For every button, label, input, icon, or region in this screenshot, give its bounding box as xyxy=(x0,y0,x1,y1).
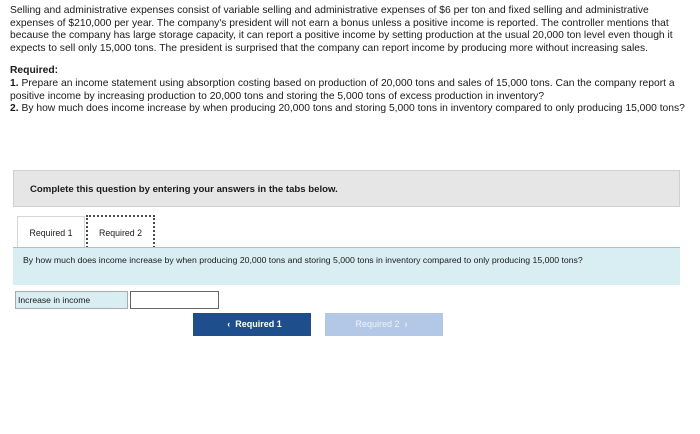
requirement-1 xyxy=(10,78,690,103)
next-required-2-button[interactable] xyxy=(325,313,443,336)
problem-intro: Selling and administrative expenses consist of variable selling and administrative expenses of $6 per ton and fixed selling and administrative expenses of $210,000 per year. The company's president will not earn a bonus unless a positive income is reported. The controller mentions that because the company has large storage capacity, it can report a positive income by setting production at the usual 20,000 ton level even though it expects to sell only 15,000 tons. The president is surprised that the company can report income by producing more without increasing sales. xyxy=(10,5,673,54)
question-panel xyxy=(13,247,680,285)
increase-in-income-label: Increase in income xyxy=(15,291,128,309)
required-heading: Required: xyxy=(10,65,59,77)
next-button-label: Required 2 xyxy=(355,319,400,329)
requirement-2-text: By how much does income increase by when producing 20,000 tons and storing 5,000 tons in inventory compared to only producing 15,000 tons? xyxy=(21,103,685,115)
prev-button-label: Required 1 xyxy=(235,319,282,329)
prev-required-1-button[interactable] xyxy=(193,313,311,336)
requirement-1-number: 1. xyxy=(10,77,19,89)
requirement-2 xyxy=(10,103,690,116)
instructions-text: Complete this question by entering your answers in the tabs below. xyxy=(30,184,338,195)
panel-question-text: By how much does income increase by when producing 20,000 tons and storing 5,000 tons in inventory compared to only producing 15,000 tons? xyxy=(23,255,583,265)
chevron-right-icon: › xyxy=(404,319,408,329)
chevron-left-icon: ‹ xyxy=(227,319,231,329)
tab-required-1[interactable]: Required 1 xyxy=(17,216,85,247)
increase-in-income-input[interactable] xyxy=(130,291,219,309)
problem-statement xyxy=(10,5,690,116)
requirement-2-number: 2. xyxy=(10,103,19,115)
instructions-banner xyxy=(13,170,680,207)
tab-required-2[interactable]: Required 2 xyxy=(86,215,155,248)
requirement-1-text: Prepare an income statement using absorption costing based on production of 20,000 tons and sales of 15,000 tons. Can the company report a positive income by increasing production to 20,000 tons and storing the 5,000 tons of excess production in inventory? xyxy=(10,77,675,102)
